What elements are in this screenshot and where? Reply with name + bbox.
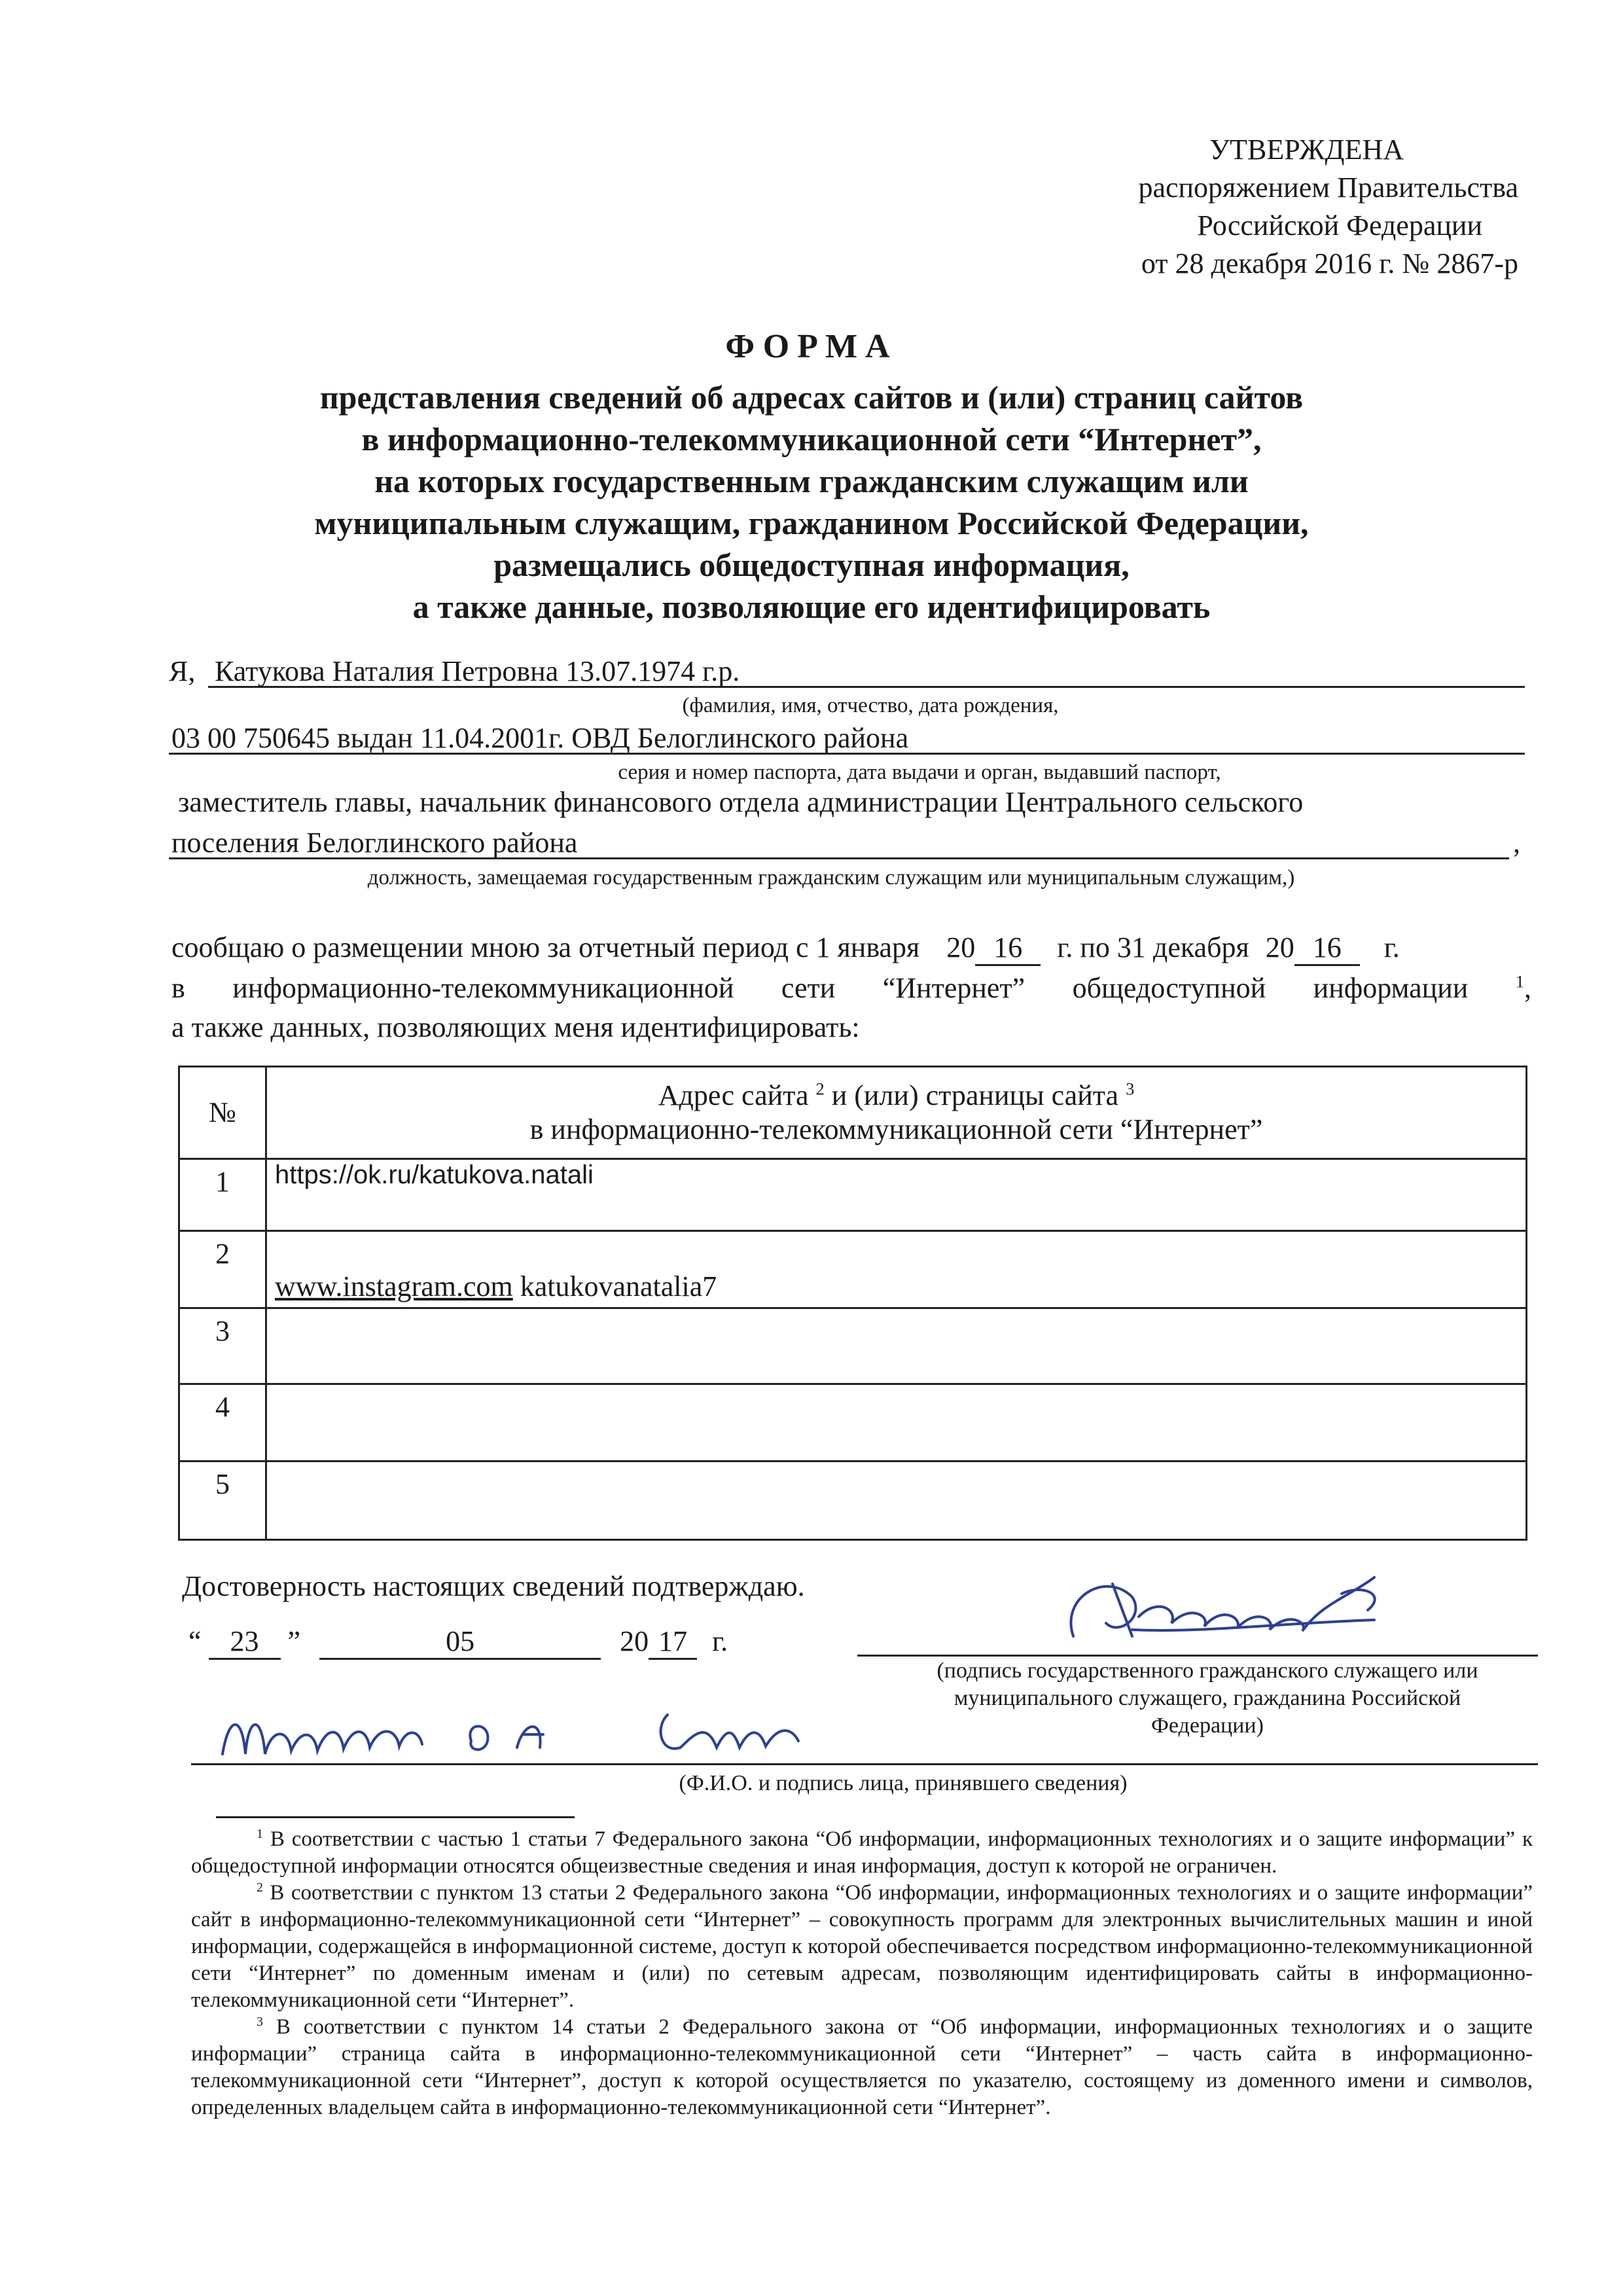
footnote-1-mark: 1 (257, 1827, 263, 1841)
row-address (266, 1462, 1527, 1540)
signature-caption-line: Федерации) (1151, 1713, 1264, 1738)
column-number-header: № (179, 1067, 266, 1159)
footnote-2-mark: 2 (257, 1880, 263, 1895)
position-line-1: заместитель главы, начальник финансового отдела администрации Центрального сельского (178, 786, 1304, 818)
subtitle-line: на которых государственным гражданским служащим или (374, 463, 1249, 499)
year-from-prefix: 20 (946, 931, 976, 963)
name-caption: (фамилия, имя, отчество, дата рождения, (682, 694, 1059, 717)
table-row (179, 1308, 1527, 1384)
report-period-line (171, 931, 1533, 966)
report-line-2 (171, 971, 1531, 1005)
year-to-prefix: 20 (1265, 931, 1294, 963)
position-caption: должность, замещаемая государственным гражданским служащим или муниципальным служащим,) (367, 866, 1295, 889)
footnote-3 (191, 2014, 1533, 2121)
footnote-3-mark: 3 (257, 2015, 263, 2029)
row-number: 3 (179, 1308, 266, 1384)
footnotes (191, 1826, 1533, 2121)
site-link-2[interactable]: www.instagram.com (275, 1270, 513, 1302)
year-from (946, 931, 1041, 966)
table-row (179, 1462, 1527, 1540)
date-month: 05 (319, 1624, 601, 1660)
report-line-2-end: , (1524, 972, 1531, 1004)
name-prefix: Я, (169, 655, 196, 687)
receiver-caption: (Ф.И.О. и подпись лица, принявшего сведения) (679, 1771, 1128, 1795)
confirm-text: Достоверность настоящих сведений подтверждаю. (182, 1570, 805, 1602)
year-to-value: 16 (1294, 931, 1360, 966)
signature-caption-line: (подпись государственного гражданского служащего или (936, 1659, 1478, 1683)
quote-open: “ (188, 1625, 202, 1657)
report-text-3: г. (1383, 931, 1400, 963)
year-from-value: 16 (975, 931, 1041, 966)
date-year-prefix: 20 (620, 1625, 649, 1657)
report-line-2-text: в информационно-телекоммуникационной сети “Интернет” общедоступной информации (171, 972, 1469, 1004)
approval-line-3: Российской Федерации (1197, 209, 1482, 242)
table-row (179, 1384, 1527, 1462)
receiver-handwriting (209, 1689, 864, 1774)
approval-block (1047, 131, 1518, 283)
position-line-2: поселения Белоглинского района (171, 827, 578, 859)
position-comma: , (1513, 827, 1520, 859)
header-text-b: и (или) страницы сайта (831, 1079, 1119, 1111)
footnote-ref-2: 2 (815, 1079, 825, 1099)
subtitle-line: размещались общедоступная информация, (493, 547, 1130, 583)
footnote-2 (191, 1880, 1533, 2014)
approval-line-2: распоряжением Правительства (1138, 171, 1518, 204)
year-to (1266, 931, 1360, 966)
row-address (266, 1159, 1527, 1231)
name-value: Катукова Наталия Петровна 13.07.1974 г.р. (215, 655, 740, 687)
footnote-separator (216, 1816, 575, 1818)
date-day: 23 (209, 1624, 281, 1660)
subtitle-line: в информационно-телекоммуникационной сети “Интернет”, (361, 421, 1262, 457)
table-row (179, 1231, 1527, 1308)
header-text-a: Адрес сайта (658, 1079, 809, 1111)
date-line (188, 1624, 728, 1660)
row-number: 1 (179, 1159, 266, 1231)
header-text-line2: в информационно-телекоммуникационной сети “Интернет” (529, 1113, 1263, 1145)
table-header-row (179, 1067, 1527, 1159)
form-title: ФОРМА (725, 328, 898, 365)
subtitle-line: а также данные, позволяющие его идентифицировать (412, 588, 1211, 625)
site-address-2-rest: katukovanatalia7 (520, 1270, 717, 1302)
row-address (266, 1231, 1527, 1308)
footnote-1 (191, 1826, 1533, 1880)
report-text-2: г. по 31 декабря (1057, 931, 1249, 963)
signature-caption (883, 1657, 1531, 1740)
form-subtitle (196, 376, 1427, 628)
table-row (179, 1159, 1527, 1231)
receiver-field-line (191, 1763, 1538, 1765)
row-number: 5 (179, 1462, 266, 1540)
sites-table (178, 1066, 1527, 1541)
report-line-3: а также данных, позволяющих меня идентифицировать: (171, 1011, 860, 1043)
signature-image (1034, 1558, 1400, 1662)
row-number: 4 (179, 1384, 266, 1462)
quote-close: ” (287, 1625, 301, 1657)
footnote-1-text: В соответствии с частью 1 статьи 7 Федерального закона “Об информации, информационных технологиях и о защите информации” к общедоступной информации относятся общеизвестные сведения и иная информация, доступ к которой не ограничен. (191, 1827, 1533, 1878)
signature-caption-line: муниципального служащего, гражданина Российской (954, 1686, 1461, 1710)
column-address-header (266, 1067, 1527, 1159)
row-address (266, 1384, 1527, 1462)
subtitle-line: представления сведений об адресах сайтов и (или) страниц сайтов (319, 379, 1304, 416)
passport-caption: серия и номер паспорта, дата выдачи и орган, выдавший паспорт, (618, 761, 1221, 784)
passport-value: 03 00 750645 выдан 11.04.2001г. ОВД Белоглинского района (171, 722, 909, 754)
row-number: 2 (179, 1231, 266, 1308)
date-year: 17 (649, 1624, 697, 1660)
approval-line-4: от 28 декабря 2016 г. № 2867-р (1141, 247, 1518, 279)
row-address (266, 1308, 1527, 1384)
date-year-suffix: г. (712, 1625, 728, 1657)
footnote-ref-1: 1 (1515, 971, 1524, 992)
approval-title: УТВЕРЖДЕНА (1209, 134, 1404, 166)
report-text-1: сообщаю о размещении мною за отчетный период с 1 января (171, 931, 920, 963)
site-address-1: https://ok.ru/katukova.natali (275, 1160, 594, 1189)
footnote-2-text: В соответствии с пунктом 13 статьи 2 Федерального закона “Об информации, информационных технологиях и о защите информации” сайт в информационно-телекоммуникационной сети “Интернет” – совокупность программ для электронных вычислительных машин и иной информации, содержащейся в информационной системе, доступ к которой обеспечивается посредством информационно-телекоммуникационной сети “Интернет” по доменным именам и (или) по сетевым адресам, позволяющим идентифицировать сайты в информационно-телекоммуникационной сети “Интернет”. (191, 1881, 1533, 2012)
subtitle-line: муниципальным служащим, гражданином Российской Федерации, (314, 505, 1309, 541)
footnote-ref-3: 3 (1126, 1079, 1135, 1099)
footnote-3-text: В соответствии с пунктом 14 статьи 2 Федерального закона от “Об информации, информационных технологиях и о защите информации” страница сайта в информационно-телекоммуникационной сети “Интернет” – часть сайта в информационно-телекоммуникационной сети “Интернет”, доступ к которой осуществляется по указателю, состоящему из доменного имени и символов, определенных владельцем сайта в информационно-телекоммуникационной сети “Интернет”. (191, 2015, 1533, 2119)
